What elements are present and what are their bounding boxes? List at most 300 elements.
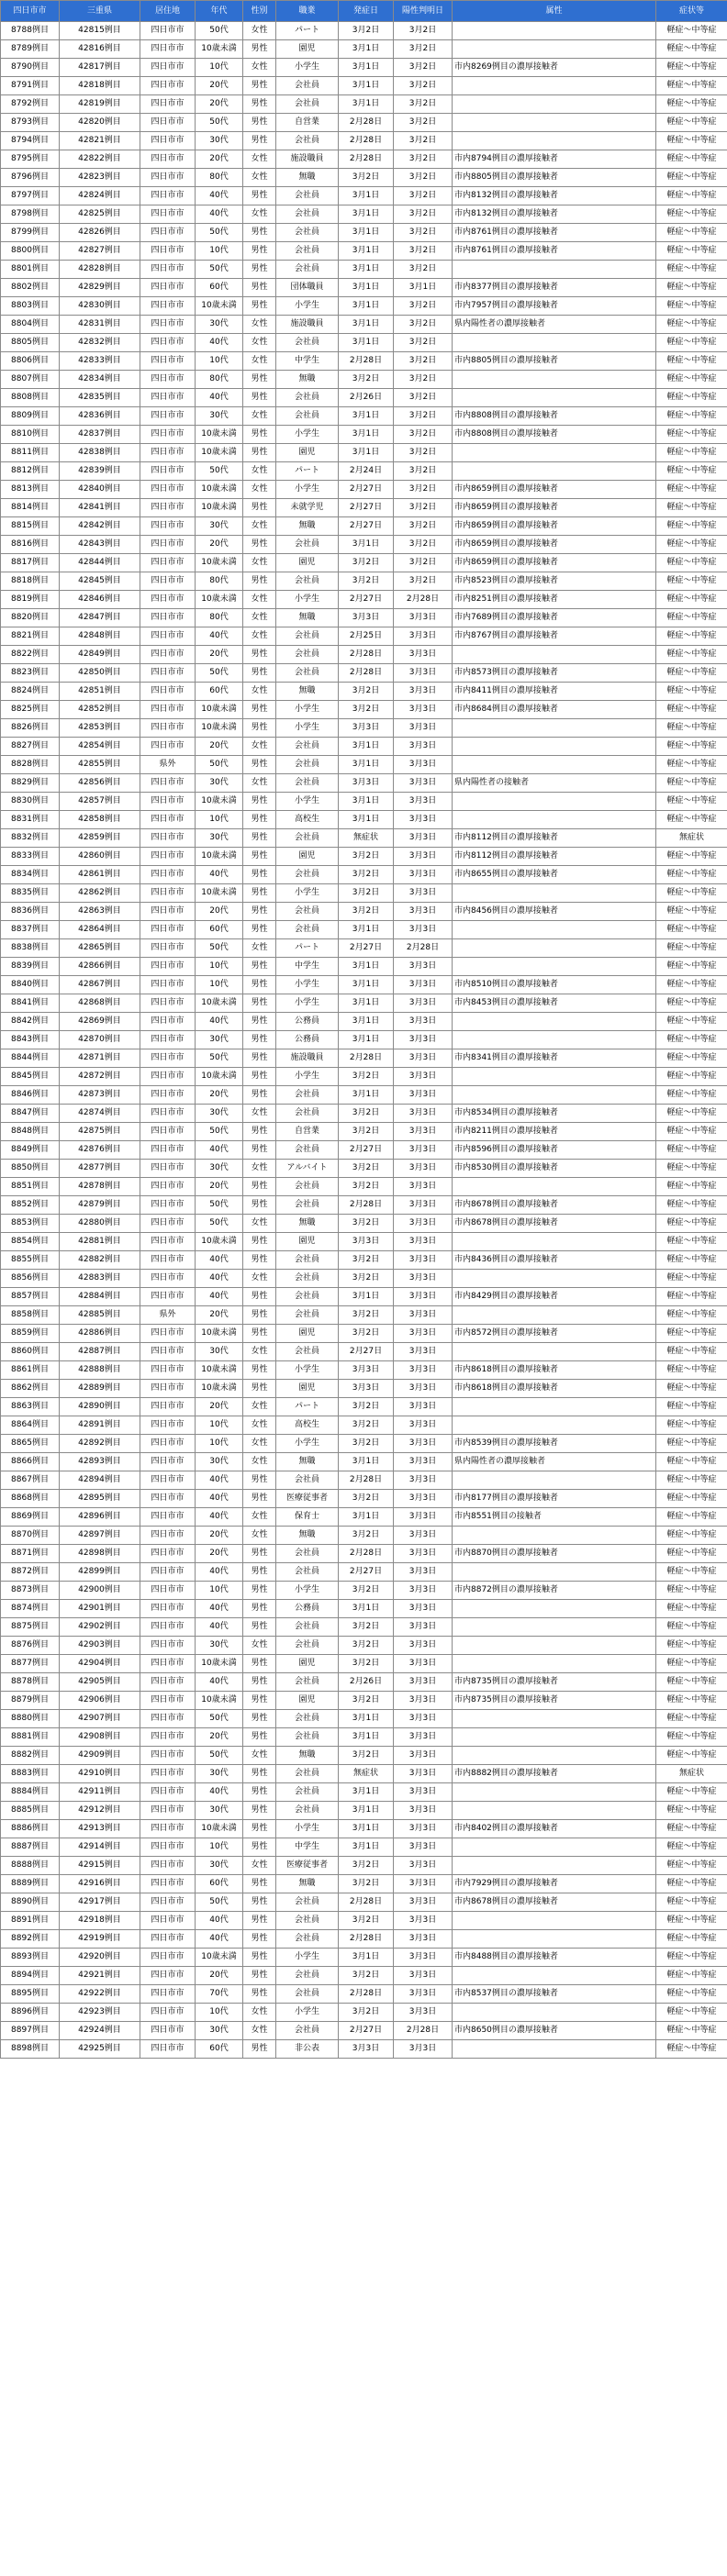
cell-col-age: 50代 [196,1123,243,1141]
cell-col-onset: 3月2日 [339,1618,394,1637]
cell-col-occupation: 会社員 [276,1141,339,1160]
cell-col-symptom: 軽症～中等症 [656,1215,727,1233]
cell-col-attribute: 県内陽性者の濃厚接触者 [453,1453,656,1471]
cell-col-attribute: 市内8341例目の濃厚接触者 [453,1049,656,1068]
cell-col-age: 40代 [196,1912,243,1930]
cell-col-age: 10歳未満 [196,884,243,903]
cell-col-onset: 3月1日 [339,444,394,462]
cell-col-onset: 2月27日 [339,481,394,499]
cell-col-onset: 3月1日 [339,811,394,829]
cell-col-occupation: 小学生 [276,1582,339,1600]
cell-col-sex: 男性 [243,297,276,316]
cell-col-city-no: 8877例目 [1,1655,60,1673]
cell-col-residence: 四日市市 [140,1600,196,1618]
cell-col-occupation: 高校生 [276,1416,339,1435]
cell-col-city-no: 8852例目 [1,1196,60,1215]
header-col-pref-no: 三重県 [60,1,140,22]
cell-col-pref-no: 42921例目 [60,1967,140,1985]
cell-col-attribute: 市内7929例目の濃厚接触者 [453,1875,656,1893]
cell-col-age: 80代 [196,572,243,591]
cell-col-occupation: 無職 [276,1527,339,1545]
cell-col-sex: 男性 [243,1049,276,1068]
cell-col-age: 10歳未満 [196,719,243,738]
cell-col-sex: 男性 [243,1178,276,1196]
cell-col-age: 10歳未満 [196,701,243,719]
cell-col-onset: 3月1日 [339,536,394,554]
cell-col-city-no: 8832例目 [1,829,60,848]
cell-col-residence: 四日市市 [140,738,196,756]
cell-col-symptom: 軽症～中等症 [656,114,727,132]
cell-col-pref-no: 42882例目 [60,1251,140,1270]
cell-col-attribute: 市内8618例目の濃厚接触者 [453,1380,656,1398]
cell-col-symptom: 軽症～中等症 [656,1655,727,1673]
cell-col-attribute: 市内8429例目の濃厚接触者 [453,1288,656,1306]
cell-col-sex: 男性 [243,1233,276,1251]
cell-col-occupation: 公務員 [276,1031,339,1049]
table-row [1,939,727,958]
cell-col-occupation: 会社員 [276,1802,339,1820]
cell-col-onset: 3月2日 [339,554,394,572]
cell-col-pref-no: 42827例目 [60,242,140,261]
cell-col-symptom: 軽症～中等症 [656,150,727,169]
cell-col-confirmed: 3月3日 [394,1141,453,1160]
cell-col-onset: 3月1日 [339,1802,394,1820]
cell-col-onset: 3月1日 [339,261,394,279]
table-row [1,1398,727,1416]
cell-col-city-no: 8893例目 [1,1949,60,1967]
cell-col-occupation: 小学生 [276,59,339,77]
cell-col-symptom: 軽症～中等症 [656,187,727,205]
cell-col-confirmed: 3月3日 [394,1637,453,1655]
cell-col-age: 40代 [196,1288,243,1306]
cell-col-sex: 男性 [243,1673,276,1692]
cell-col-occupation: 会社員 [276,1251,339,1270]
cell-col-symptom: 軽症～中等症 [656,884,727,903]
cell-col-sex: 男性 [243,793,276,811]
cell-col-attribute [453,719,656,738]
table-row [1,1380,727,1398]
cell-col-residence: 四日市市 [140,774,196,793]
cell-col-confirmed: 3月2日 [394,334,453,352]
cell-col-age: 10歳未満 [196,793,243,811]
cell-col-occupation: 無職 [276,169,339,187]
cell-col-city-no: 8865例目 [1,1435,60,1453]
cell-col-sex: 男性 [243,499,276,517]
cell-col-attribute: 市内8870例目の濃厚接触者 [453,1545,656,1563]
cell-col-attribute [453,1600,656,1618]
table-row [1,646,727,664]
table-row [1,829,727,848]
cell-col-pref-no: 42904例目 [60,1655,140,1673]
cell-col-symptom: 軽症～中等症 [656,1471,727,1490]
cell-col-confirmed: 3月2日 [394,316,453,334]
cell-col-confirmed: 3月3日 [394,1049,453,1068]
cell-col-attribute [453,371,656,389]
cell-col-pref-no: 42822例目 [60,150,140,169]
cell-col-sex: 男性 [243,1930,276,1949]
table-row [1,1343,727,1361]
cell-col-age: 20代 [196,1178,243,1196]
cell-col-city-no: 8821例目 [1,627,60,646]
cell-col-city-no: 8789例目 [1,40,60,59]
cell-col-city-no: 8803例目 [1,297,60,316]
cell-col-pref-no: 42890例目 [60,1398,140,1416]
cell-col-sex: 男性 [243,1563,276,1582]
cell-col-attribute [453,1857,656,1875]
cell-col-attribute: 市内8684例目の濃厚接触者 [453,701,656,719]
cell-col-onset: 3月3日 [339,719,394,738]
cell-col-occupation: 園児 [276,1655,339,1673]
cell-col-pref-no: 42918例目 [60,1912,140,1930]
cell-col-symptom: 軽症～中等症 [656,352,727,371]
cell-col-residence: 四日市市 [140,1196,196,1215]
cell-col-onset: 3月1日 [339,1728,394,1747]
cell-col-symptom: 軽症～中等症 [656,407,727,426]
cell-col-symptom: 軽症～中等症 [656,1673,727,1692]
cell-col-confirmed: 3月3日 [394,1912,453,1930]
cell-col-attribute: 市内8211例目の濃厚接触者 [453,1123,656,1141]
cell-col-residence: 四日市市 [140,1893,196,1912]
cell-col-attribute: 市内8761例目の濃厚接触者 [453,224,656,242]
cell-col-sex: 女性 [243,169,276,187]
cell-col-onset: 3月2日 [339,1416,394,1435]
cell-col-residence: 四日市市 [140,1692,196,1710]
table-row [1,793,727,811]
cell-col-onset: 2月27日 [339,499,394,517]
cell-col-sex: 女性 [243,1527,276,1545]
cell-col-residence: 四日市市 [140,829,196,848]
cell-col-attribute: 市内8112例目の濃厚接触者 [453,848,656,866]
table-row [1,2040,727,2059]
table-row [1,426,727,444]
cell-col-occupation: 公務員 [276,1600,339,1618]
cell-col-symptom: 軽症～中等症 [656,976,727,994]
cell-col-age: 40代 [196,1471,243,1490]
cell-col-age: 20代 [196,646,243,664]
cell-col-pref-no: 42893例目 [60,1453,140,1471]
table-row [1,1545,727,1563]
cell-col-pref-no: 42838例目 [60,444,140,462]
cell-col-confirmed: 3月3日 [394,1600,453,1618]
cell-col-city-no: 8842例目 [1,1013,60,1031]
cell-col-confirmed: 3月3日 [394,829,453,848]
cell-col-sex: 男性 [243,1692,276,1710]
cell-col-city-no: 8878例目 [1,1673,60,1692]
cell-col-onset: 無症状 [339,1765,394,1783]
cell-col-age: 20代 [196,1398,243,1416]
cell-col-attribute [453,1783,656,1802]
table-row [1,1160,727,1178]
cell-col-residence: 四日市市 [140,1508,196,1527]
cell-col-age: 10歳未満 [196,1692,243,1710]
cell-col-pref-no: 42914例目 [60,1838,140,1857]
cell-col-occupation: 園児 [276,554,339,572]
header-row [1,1,727,22]
cell-col-attribute: 市内8794例目の濃厚接触者 [453,150,656,169]
cell-col-occupation: 自営業 [276,114,339,132]
cell-col-sex: 男性 [243,1582,276,1600]
cell-col-pref-no: 42891例目 [60,1416,140,1435]
cell-col-confirmed: 3月3日 [394,1875,453,1893]
cell-col-residence: 四日市市 [140,242,196,261]
cell-col-attribute: 市内8650例目の濃厚接触者 [453,2022,656,2040]
cell-col-confirmed: 3月1日 [394,279,453,297]
cell-col-onset: 2月28日 [339,1196,394,1215]
cell-col-onset: 3月2日 [339,1967,394,1985]
cell-col-sex: 男性 [243,1912,276,1930]
cell-col-occupation: 園児 [276,1233,339,1251]
cell-col-onset: 2月28日 [339,132,394,150]
cell-col-attribute [453,1068,656,1086]
cell-col-sex: 男性 [243,1710,276,1728]
cell-col-confirmed: 3月3日 [394,1380,453,1398]
cell-col-attribute: 市内8551例目の接触者 [453,1508,656,1527]
cell-col-onset: 3月2日 [339,848,394,866]
cell-col-city-no: 8885例目 [1,1802,60,1820]
cell-col-sex: 男性 [243,1196,276,1215]
cell-col-occupation: 会社員 [276,1728,339,1747]
cell-col-attribute [453,261,656,279]
cell-col-age: 50代 [196,1215,243,1233]
cell-col-attribute [453,1398,656,1416]
table-row [1,114,727,132]
cell-col-pref-no: 42854例目 [60,738,140,756]
cell-col-attribute [453,1618,656,1637]
table-row [1,1141,727,1160]
table-row [1,1728,727,1747]
cell-col-city-no: 8823例目 [1,664,60,683]
cell-col-residence: 四日市市 [140,1453,196,1471]
cell-col-attribute [453,95,656,114]
cell-col-onset: 3月1日 [339,59,394,77]
cell-col-onset: 3月1日 [339,1508,394,1527]
cell-col-pref-no: 42908例目 [60,1728,140,1747]
cell-col-age: 10代 [196,958,243,976]
cell-col-residence: 四日市市 [140,903,196,921]
table-row [1,1508,727,1527]
cell-col-occupation: 会社員 [276,1893,339,1912]
cell-col-occupation: 園児 [276,1380,339,1398]
cell-col-city-no: 8873例目 [1,1582,60,1600]
cell-col-city-no: 8796例目 [1,169,60,187]
table-row [1,481,727,499]
cell-col-city-no: 8831例目 [1,811,60,829]
cell-col-pref-no: 42910例目 [60,1765,140,1783]
cell-col-symptom: 軽症～中等症 [656,572,727,591]
cell-col-occupation: 施設職員 [276,316,339,334]
cell-col-sex: 男性 [243,279,276,297]
cell-col-city-no: 8839例目 [1,958,60,976]
cell-col-age: 10歳未満 [196,444,243,462]
cell-col-attribute [453,1802,656,1820]
cell-col-confirmed: 3月2日 [394,169,453,187]
cell-col-onset: 3月2日 [339,1435,394,1453]
cell-col-onset: 3月1日 [339,1288,394,1306]
cell-col-pref-no: 42842例目 [60,517,140,536]
cell-col-symptom: 軽症～中等症 [656,1600,727,1618]
cell-col-age: 50代 [196,1196,243,1215]
table-row [1,1416,727,1435]
cell-col-symptom: 軽症～中等症 [656,279,727,297]
cell-col-confirmed: 3月3日 [394,921,453,939]
cell-col-residence: 県外 [140,756,196,774]
cell-col-symptom: 軽症～中等症 [656,2022,727,2040]
cell-col-residence: 四日市市 [140,848,196,866]
cell-col-sex: 男性 [243,664,276,683]
cell-col-age: 10歳未満 [196,426,243,444]
cell-col-age: 40代 [196,1618,243,1637]
cell-col-pref-no: 42823例目 [60,169,140,187]
cell-col-residence: 四日市市 [140,40,196,59]
cell-col-city-no: 8801例目 [1,261,60,279]
cell-col-pref-no: 42828例目 [60,261,140,279]
cell-col-pref-no: 42840例目 [60,481,140,499]
cell-col-pref-no: 42871例目 [60,1049,140,1068]
cell-col-age: 50代 [196,261,243,279]
cell-col-age: 10代 [196,352,243,371]
cell-col-pref-no: 42832例目 [60,334,140,352]
cell-col-symptom: 軽症～中等症 [656,499,727,517]
cell-col-sex: 男性 [243,1325,276,1343]
header-col-residence: 居住地 [140,1,196,22]
cell-col-attribute [453,1471,656,1490]
cell-col-symptom: 軽症～中等症 [656,1893,727,1912]
cell-col-residence: 四日市市 [140,279,196,297]
cell-col-confirmed: 3月3日 [394,1031,453,1049]
cell-col-city-no: 8872例目 [1,1563,60,1582]
cell-col-pref-no: 42852例目 [60,701,140,719]
cell-col-occupation: 会社員 [276,1178,339,1196]
cell-col-occupation: 無職 [276,1453,339,1471]
table-row [1,627,727,646]
cell-col-onset: 3月2日 [339,683,394,701]
cell-col-confirmed: 3月2日 [394,426,453,444]
cell-col-residence: 四日市市 [140,1123,196,1141]
cell-col-onset: 3月1日 [339,224,394,242]
table-row [1,1820,727,1838]
cell-col-sex: 男性 [243,1361,276,1380]
cell-col-occupation: 団体職員 [276,279,339,297]
cell-col-confirmed: 3月3日 [394,2040,453,2059]
cell-col-symptom: 軽症～中等症 [656,683,727,701]
cell-col-residence: 四日市市 [140,719,196,738]
cell-col-city-no: 8830例目 [1,793,60,811]
cell-col-sex: 女性 [243,59,276,77]
cell-col-residence: 四日市市 [140,1105,196,1123]
cell-col-occupation: 無職 [276,1215,339,1233]
cell-col-city-no: 8810例目 [1,426,60,444]
cell-col-confirmed: 3月3日 [394,1967,453,1985]
cell-col-sex: 男性 [243,1875,276,1893]
cell-col-occupation: 園児 [276,40,339,59]
cell-col-age: 30代 [196,132,243,150]
cell-col-occupation: 会社員 [276,242,339,261]
cell-col-age: 10歳未満 [196,591,243,609]
cell-col-pref-no: 42816例目 [60,40,140,59]
cell-col-residence: 四日市市 [140,994,196,1013]
cell-col-attribute [453,884,656,903]
cell-col-sex: 男性 [243,1783,276,1802]
cell-col-age: 60代 [196,279,243,297]
cell-col-age: 10歳未満 [196,1361,243,1380]
cell-col-sex: 男性 [243,371,276,389]
table-row [1,572,727,591]
cell-col-residence: 四日市市 [140,1178,196,1196]
cell-col-age: 20代 [196,738,243,756]
table-row [1,389,727,407]
cell-col-sex: 女性 [243,481,276,499]
cell-col-residence: 四日市市 [140,1728,196,1747]
cell-col-sex: 男性 [243,958,276,976]
cell-col-symptom: 軽症～中等症 [656,77,727,95]
cell-col-onset: 2月26日 [339,1673,394,1692]
cell-col-symptom: 軽症～中等症 [656,1416,727,1435]
cell-col-onset: 3月1日 [339,205,394,224]
cell-col-occupation: 医療従事者 [276,1490,339,1508]
cell-col-occupation: 会社員 [276,1270,339,1288]
table-row [1,1875,727,1893]
cell-col-residence: 四日市市 [140,1637,196,1655]
cell-col-occupation: 園児 [276,848,339,866]
cell-col-occupation: 会社員 [276,1343,339,1361]
cell-col-residence: 四日市市 [140,866,196,884]
cell-col-city-no: 8840例目 [1,976,60,994]
cell-col-sex: 女性 [243,1215,276,1233]
cell-col-pref-no: 42837例目 [60,426,140,444]
cell-col-age: 50代 [196,1710,243,1728]
cell-col-city-no: 8813例目 [1,481,60,499]
cell-col-pref-no: 42883例目 [60,1270,140,1288]
cell-col-occupation: 会社員 [276,1196,339,1215]
cell-col-pref-no: 42889例目 [60,1380,140,1398]
cell-col-onset: 3月3日 [339,609,394,627]
cell-col-symptom: 無症状 [656,1765,727,1783]
table-row [1,1471,727,1490]
table-row [1,517,727,536]
cell-col-occupation: 会社員 [276,407,339,426]
cell-col-attribute [453,2040,656,2059]
cell-col-attribute [453,22,656,40]
cell-col-attribute [453,756,656,774]
header-col-city-no: 四日市市 [1,1,60,22]
cell-col-age: 20代 [196,536,243,554]
table-row [1,334,727,352]
cell-col-sex: 男性 [243,811,276,829]
cell-col-confirmed: 3月2日 [394,444,453,462]
cell-col-residence: 四日市市 [140,1215,196,1233]
cell-col-age: 40代 [196,1673,243,1692]
cell-col-pref-no: 42895例目 [60,1490,140,1508]
cell-col-age: 50代 [196,224,243,242]
cell-col-symptom: 軽症～中等症 [656,1160,727,1178]
cell-col-confirmed: 3月3日 [394,1086,453,1105]
table-row [1,371,727,389]
table-row [1,95,727,114]
cell-col-city-no: 8883例目 [1,1765,60,1783]
cell-col-onset: 3月2日 [339,701,394,719]
cell-col-pref-no: 42829例目 [60,279,140,297]
cell-col-confirmed: 3月3日 [394,1196,453,1215]
cell-col-pref-no: 42865例目 [60,939,140,958]
cell-col-onset: 3月1日 [339,187,394,205]
cell-col-age: 40代 [196,1508,243,1527]
cell-col-pref-no: 42836例目 [60,407,140,426]
table-row [1,1123,727,1141]
cell-col-sex: 男性 [243,1967,276,1985]
cell-col-city-no: 8882例目 [1,1747,60,1765]
cell-col-symptom: 軽症～中等症 [656,462,727,481]
cell-col-age: 10代 [196,2004,243,2022]
